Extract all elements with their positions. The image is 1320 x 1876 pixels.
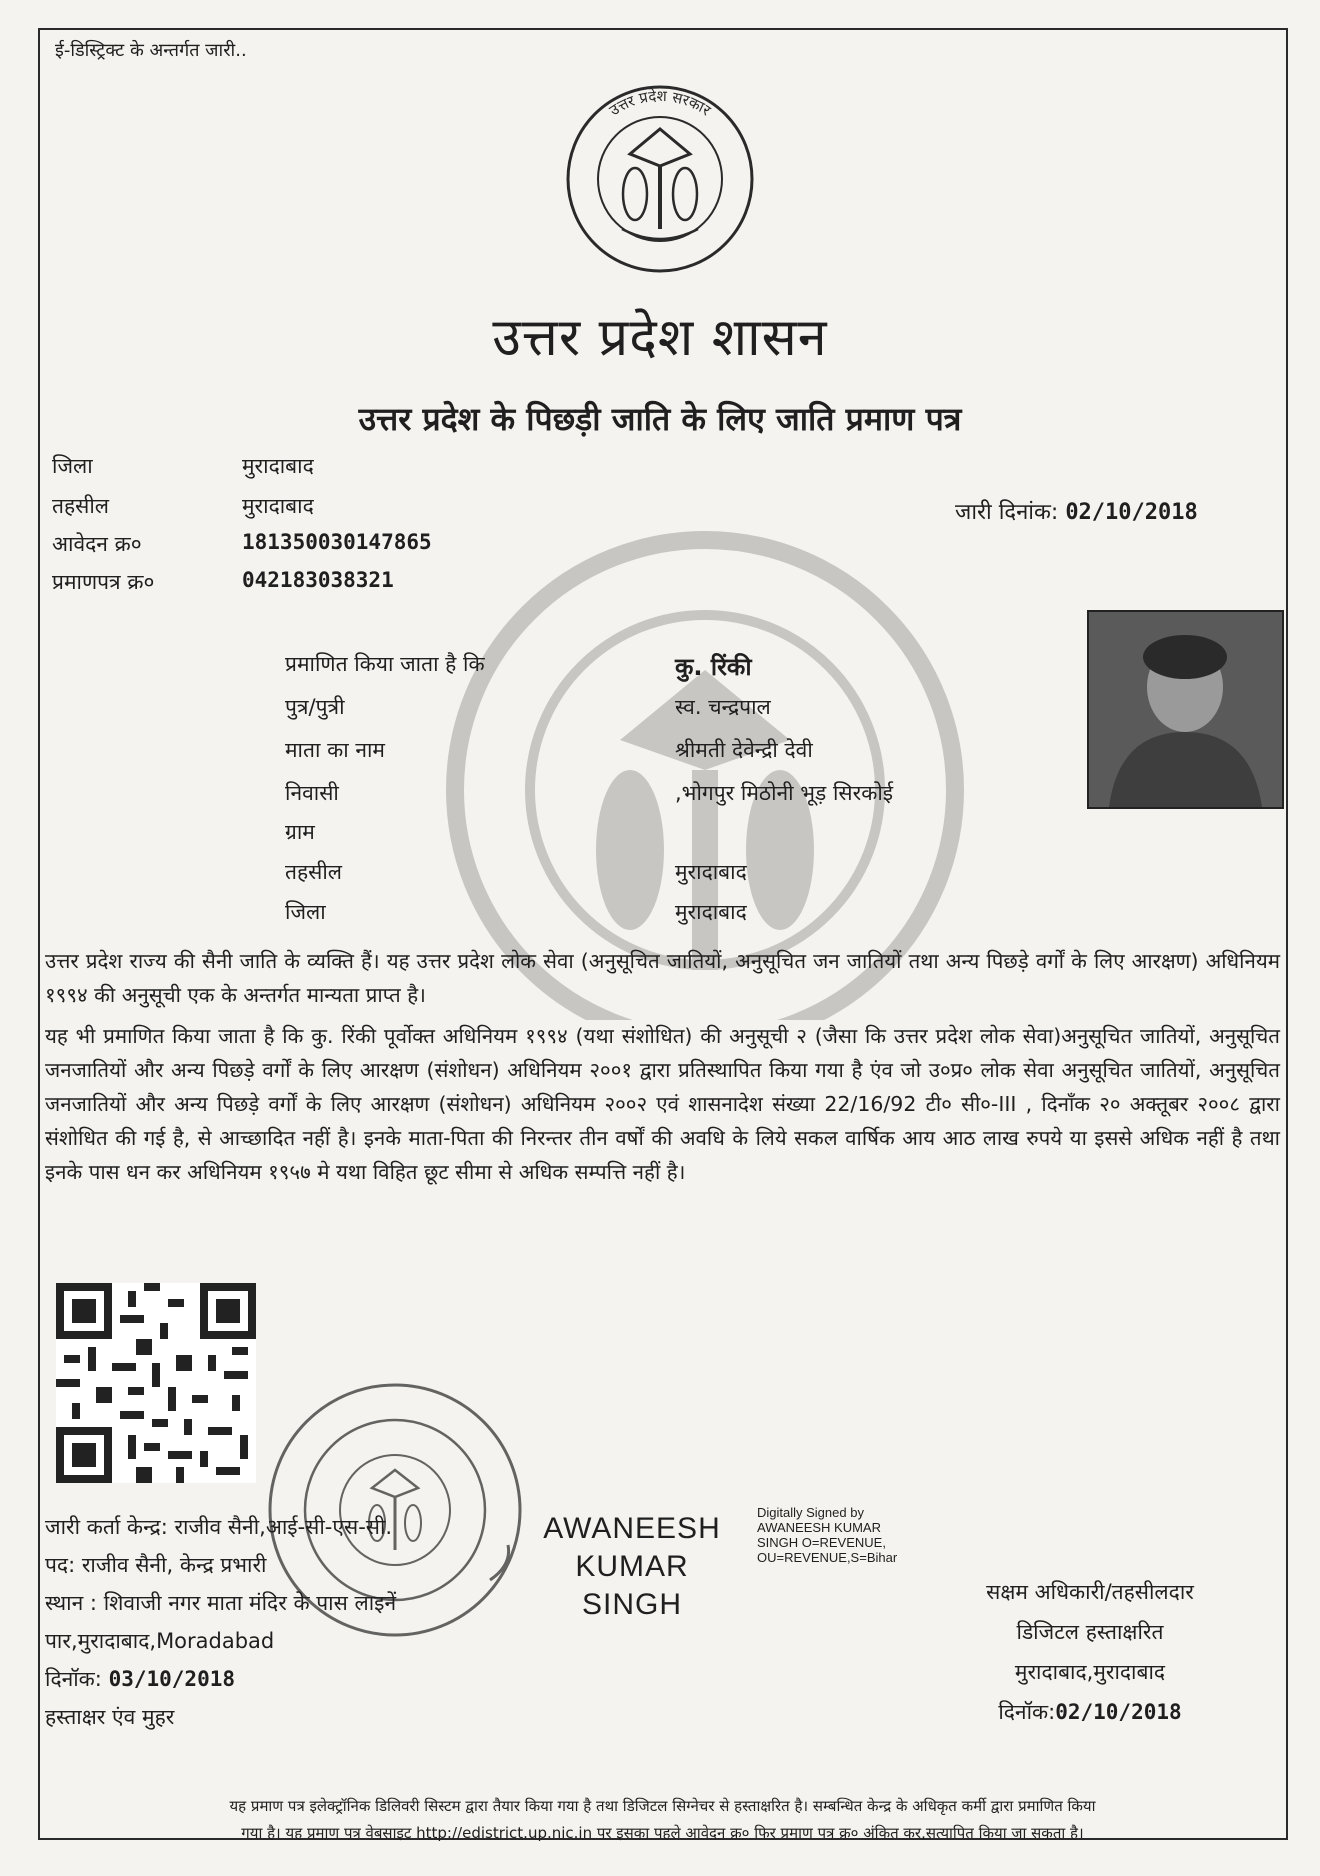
certificate-no-value: 042183038321 bbox=[242, 568, 394, 592]
up-government-emblem bbox=[560, 84, 760, 274]
mother-label: माता का नाम bbox=[285, 738, 385, 762]
creamy-layer-paragraph: यह भी प्रमाणित किया जाता है कि कु. रिंकी पूर्वोक्त अधिनियम १९९४ (यथा संशोधित) की अनुसूची २ (जैसा कि उत्तर प्रदेश लोक सेवा)अनुसूचित जातियों, अनुसूचित जनजातियों और अन्य पिछड़े वर्गों के लिए आरक्षण (संशोधन) अधिनियम २००१ द्वारा प्रतिस्थापित किया गया है एंव जो उ०प्र० लोक सेवा अनुसूचित जातियों, अनुसूचित जनजातियों और अन्य पिछड़े वर्गों के लिए आरक्षण (संशोधन) अधिनियम २००२ एवं शासनादेश संख्या 22/16/92 टी० सी०-III , दिनाँक २० अक्तूबर २००८ द्वारा संशोधित की गई है, से आच्छादित नहीं है। इनके माता-पिता की निरन्तर तीन वर्षों की अवधि के लिये सकल वार्षिक आय आठ लाख रुपये या इससे अधिक नहीं है तथा इनके पास धन कर अधिनियम १९५७ मे यथा विहित छूट सीमा से अधिक सम्पत्ति नहीं है। bbox=[45, 1024, 1280, 1184]
sign-meta-line: SINGH O=REVENUE, bbox=[757, 1535, 886, 1550]
government-title: उत्तर प्रदेश शासन bbox=[492, 308, 828, 368]
mother-name: श्रीमती देवेन्द्री देवी bbox=[675, 738, 813, 762]
district-label: जिला bbox=[52, 454, 93, 478]
sign-meta-line: AWANEESH KUMAR bbox=[757, 1520, 881, 1535]
detail-district-value: मुरादाबाद bbox=[675, 900, 747, 924]
issuer-place-line2: पार,मुरादाबाद,Moradabad bbox=[45, 1629, 275, 1653]
qr-code[interactable] bbox=[56, 1283, 256, 1483]
application-no-label: आवेदन क्र० bbox=[52, 532, 142, 556]
tehsil-value: मुरादाबाद bbox=[242, 494, 314, 518]
signature-and-seal-label: हस्ताक्षर एंव मुहर bbox=[45, 1705, 175, 1729]
svg-text:उत्तर प्रदेश सरकार: उत्तर प्रदेश सरकार bbox=[606, 86, 715, 120]
detail-tehsil-label: तहसील bbox=[285, 860, 342, 884]
tehsil-label: तहसील bbox=[52, 494, 109, 518]
sign-name-line: AWANEESH bbox=[543, 1512, 721, 1545]
officer-date-value: 02/10/2018 bbox=[1055, 1700, 1182, 1724]
issue-date-value: 02/10/2018 bbox=[1065, 500, 1198, 525]
officer-title: सक्षम अधिकारी/तहसीलदार bbox=[986, 1580, 1194, 1604]
footer-line-1: यह प्रमाण पत्र इलेक्ट्रॉनिक डिलिवरी सिस्टम द्वारा तैयार किया गया है तथा डिजिटल सिग्नेचर से हस्ताक्षरित है। सम्बन्धित केन्द्र के अधिकृत कर्मी द्वारा प्रमाणित किया bbox=[229, 1797, 1096, 1815]
issuer-date bbox=[45, 1660, 396, 1698]
district-value: मुरादाबाद bbox=[242, 454, 314, 478]
officer-place: मुरादाबाद,मुरादाबाद bbox=[1014, 1660, 1166, 1684]
top-note: ई-डिस्ट्रिक्ट के अन्तर्गत जारी.. bbox=[55, 40, 247, 61]
village-label: ग्राम bbox=[285, 820, 315, 844]
issuer-date-value: 03/10/2018 bbox=[108, 1667, 236, 1691]
sign-name-line: KUMAR bbox=[575, 1550, 689, 1583]
issuer-date-label: दिनॉक: bbox=[45, 1667, 102, 1691]
applicant-photo bbox=[1087, 610, 1284, 809]
father-name: स्व. चन्द्रपाल bbox=[675, 695, 771, 719]
certificate-title: उत्तर प्रदेश के पिछड़ी जाति के लिए जाति प्रमाण पत्र bbox=[358, 400, 962, 438]
applicant-name: कु. रिंकी bbox=[675, 653, 752, 681]
sign-name-line: SINGH bbox=[581, 1588, 682, 1621]
issuing-center: जारी कर्ता केन्द्र: राजीव सैनी,आई-सी-एस-सी. bbox=[45, 1515, 393, 1539]
application-no-value: 181350030147865 bbox=[242, 530, 432, 554]
detail-tehsil-value: मुरादाबाद bbox=[675, 860, 747, 884]
digital-signature-meta bbox=[757, 1505, 897, 1565]
officer-date-label: दिनॉक: bbox=[998, 1700, 1056, 1724]
caste-paragraph: उत्तर प्रदेश राज्य की सैनी जाति के व्यक्ति हैं। यह उत्तर प्रदेश लोक सेवा (अनुसूचित जातियों, अनुसूचित जन जातियों तथा अन्य पिछड़े वर्गों के लिए आरक्षण) अधिनियम १९९४ की अनुसूची एक के अन्तर्गत मान्यता प्राप्त है। bbox=[45, 949, 1280, 1007]
certified-label: प्रमाणित किया जाता है कि bbox=[285, 652, 485, 676]
certificate-no-label: प्रमाणपत्र क्र० bbox=[52, 570, 155, 594]
officer-digital-sign: डिजिटल हस्ताक्षरित bbox=[1016, 1620, 1164, 1644]
sign-meta-line: Digitally Signed by bbox=[757, 1505, 864, 1520]
resident-label: निवासी bbox=[285, 781, 339, 805]
detail-district-label: जिला bbox=[285, 900, 326, 924]
issue-date-label: जारी दिनांक: bbox=[955, 500, 1059, 525]
officer-date bbox=[940, 1692, 1240, 1732]
digital-signature-name bbox=[522, 1510, 742, 1624]
verification-footer bbox=[45, 1793, 1280, 1847]
officer-block bbox=[940, 1572, 1240, 1732]
issuer-place-line1: स्थान : शिवाजी नगर माता मंदिर के पास लाइनें bbox=[45, 1591, 397, 1615]
sign-meta-line: OU=REVENUE,S=Bihar bbox=[757, 1550, 898, 1565]
resident-value: ,भोगपुर मिठोनी भूड़ सिरकोई bbox=[675, 781, 894, 805]
footer-line-2: गया है। यह प्रमाण पत्र वेबसाइट http://edistrict.up.nic.in पर इसका पहले आवेदन क्र० फिर प्रमाण पत्र क्र० अंकित कर,सत्यापित किया जा सकता है। bbox=[241, 1824, 1084, 1842]
parent-label: पुत्र/पुत्री bbox=[285, 695, 345, 719]
issuer-block bbox=[45, 1508, 396, 1736]
issuer-post: पद: राजीव सैनी, केन्द्र प्रभारी bbox=[45, 1553, 267, 1577]
